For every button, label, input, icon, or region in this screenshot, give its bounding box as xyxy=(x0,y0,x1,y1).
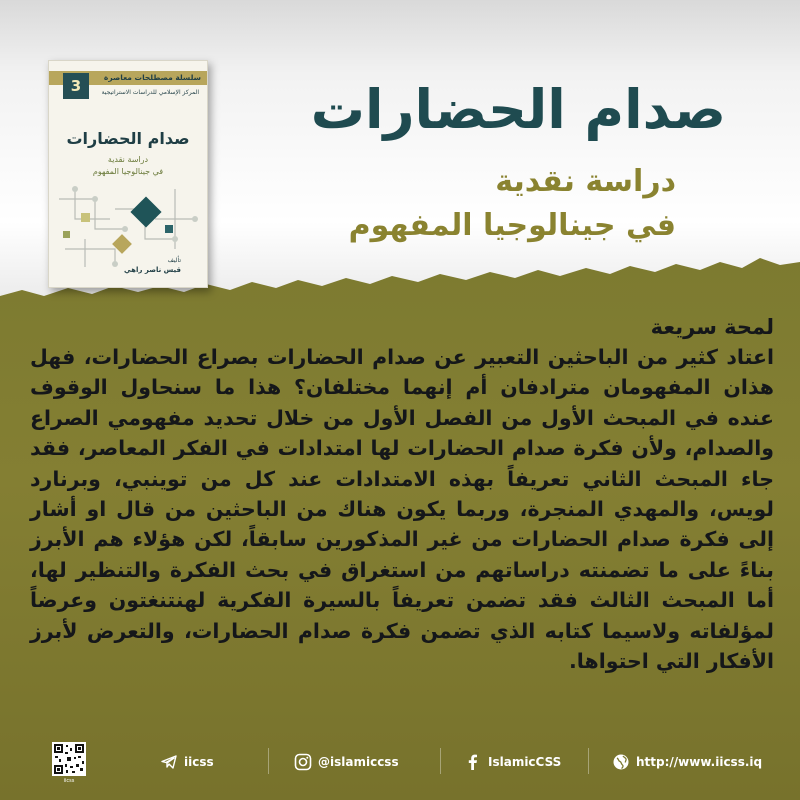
globe-icon xyxy=(612,753,630,771)
telegram-icon xyxy=(160,753,178,771)
cover-institution: المركز الإسلامي للدراسات الاستراتيجية xyxy=(101,89,199,96)
instagram-icon xyxy=(294,753,312,771)
cover-circuit-art xyxy=(55,179,201,269)
cover-author: قيس ناصر راهي xyxy=(124,266,181,274)
telegram-handle: iicss xyxy=(184,755,214,769)
cover-series: سلسلة مصطلحات معاصرة xyxy=(103,73,201,82)
website-url: http://www.iicss.iq xyxy=(636,755,763,769)
facebook-handle: IslamicCSS xyxy=(488,755,562,769)
instagram-link[interactable] xyxy=(294,752,399,772)
page-subtitle-2: في جينالوجيا المفهوم xyxy=(348,208,676,243)
body-paragraph: اعتاد كثير من الباحثين التعبير عن صدام الحضارات بصراع الحضارات، فهل هذان المفهومان مترادفان أم إنهما مختلفان؟ هذا ما سنحاول الوقوف عنده في المبحث الأول من الفصل الأول من خلال تحديد مفهومي الصراع والصدام، ولأن فكرة صدام الحضارات لها امتدادات في الفكر المعاصر، فقد جاء المبحث الثاني تعريفاً بهذه الامتدادات عند كل من توينبي، وبرنارد لويس، والمهدي المنجرة، وربما يكون هناك من الباحثين من قال او أشار إلى فكرة صدام الحضارات من غير المذكورين سابقاً، لكن هؤلاء هم الأبرز بناءً على ما تضمنته دراساتهم من استغراق في بحث الفكرة والتنظير لها، أما المبحث الثالث فقد تضمن تعريفاً بالسيرة الفكرية لهنتنغتون وعرضاً لمؤلفاته ولاسيما كتابه الذي تضمن فكرة صدام الحضارات، والتعرض لأبرز الأفكار التي احتواها. xyxy=(30,345,774,674)
telegram-link[interactable] xyxy=(160,752,214,772)
instagram-handle: @islamiccss xyxy=(318,755,399,769)
facebook-icon xyxy=(464,753,482,771)
page-subtitle-1: دراسة نقدية xyxy=(495,164,676,199)
footer-separator xyxy=(268,748,269,774)
footer-separator xyxy=(588,748,589,774)
book-cover xyxy=(48,60,208,288)
cover-title: صدام الحضارات xyxy=(66,129,190,148)
cover-number: 3 xyxy=(63,73,89,99)
facebook-link[interactable] xyxy=(464,752,561,772)
qr-code[interactable] xyxy=(52,742,86,776)
footer-separator xyxy=(440,748,441,774)
cover-author-label: تأليف xyxy=(167,257,181,264)
body-section xyxy=(30,312,774,676)
website-link[interactable] xyxy=(612,752,762,772)
body-heading: لمحة سريعة xyxy=(650,315,774,339)
cover-subtitle-2: في جينالوجيا المفهوم xyxy=(92,167,164,176)
qr-caption: iicss xyxy=(63,778,75,784)
cover-subtitle-1: دراسة نقدية xyxy=(107,155,149,164)
page-title: صدام الحضارات xyxy=(310,78,726,141)
